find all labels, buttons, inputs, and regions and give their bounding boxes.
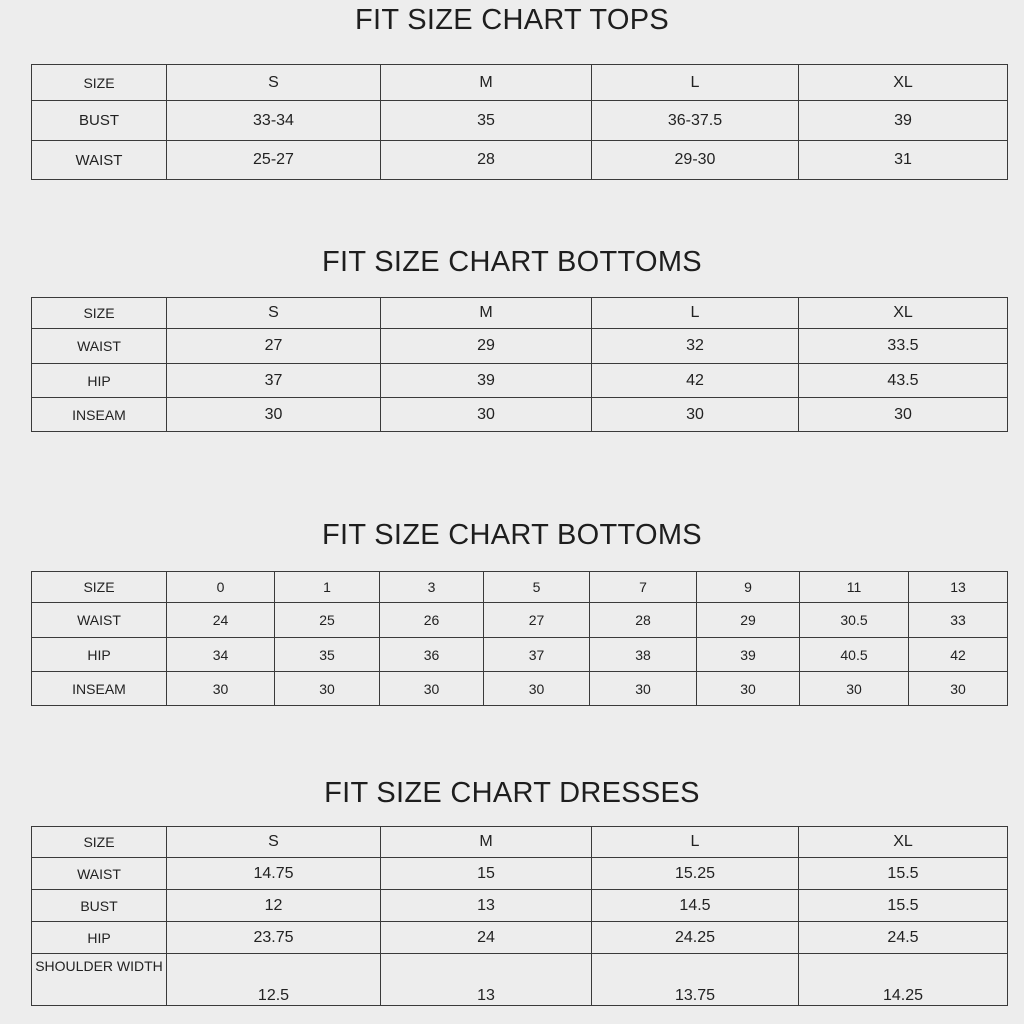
- table-cell: 30: [167, 672, 275, 706]
- table-cell: 12: [167, 890, 381, 922]
- table-cell: 26: [380, 603, 484, 638]
- table-cell: 24.25: [592, 922, 799, 954]
- header-cell: XL: [799, 65, 1008, 101]
- table-cell: 28: [381, 141, 592, 180]
- row-label: HIP: [32, 638, 167, 672]
- table-cell: 28: [590, 603, 697, 638]
- table-cell: 30: [909, 672, 1008, 706]
- table-cell: 23.75: [167, 922, 381, 954]
- header-cell: SIZE: [32, 298, 167, 329]
- table-cell: 25: [275, 603, 380, 638]
- table-row: [32, 364, 1008, 398]
- table-cell: 34: [167, 638, 275, 672]
- table-cell: 14.25: [799, 954, 1008, 1006]
- header-cell: L: [592, 65, 799, 101]
- row-label: WAIST: [32, 329, 167, 364]
- table-cell: 30: [167, 398, 381, 432]
- row-label: WAIST: [32, 141, 167, 180]
- table-row: [32, 858, 1008, 890]
- table-row: [32, 922, 1008, 954]
- table-cell: 30: [800, 672, 909, 706]
- table-cell: 36-37.5: [592, 101, 799, 141]
- header-cell: M: [381, 65, 592, 101]
- table-cell: 13: [381, 954, 592, 1006]
- table-cell: 39: [799, 101, 1008, 141]
- table-cell: 33-34: [167, 101, 381, 141]
- row-label: BUST: [32, 890, 167, 922]
- table-header-row: [32, 572, 1008, 603]
- header-cell: 9: [697, 572, 800, 603]
- header-cell: 5: [484, 572, 590, 603]
- header-cell: S: [167, 298, 381, 329]
- header-cell: S: [167, 827, 381, 858]
- table-row: [32, 101, 1008, 141]
- header-cell: XL: [799, 827, 1008, 858]
- table-cell: 15: [381, 858, 592, 890]
- table-cell: 24: [167, 603, 275, 638]
- table-cell: 27: [484, 603, 590, 638]
- header-cell: SIZE: [32, 65, 167, 101]
- table-cell: 30: [590, 672, 697, 706]
- row-label: HIP: [32, 922, 167, 954]
- table-cell: 15.5: [799, 858, 1008, 890]
- table-cell: 14.5: [592, 890, 799, 922]
- header-cell: L: [592, 298, 799, 329]
- table-cell: 31: [799, 141, 1008, 180]
- table-cell: 30: [697, 672, 800, 706]
- table-header-row: [32, 827, 1008, 858]
- table-cell: 37: [484, 638, 590, 672]
- table-cell: 27: [167, 329, 381, 364]
- table-cell: 30: [381, 398, 592, 432]
- table-cell: 35: [381, 101, 592, 141]
- table-cell: 35: [275, 638, 380, 672]
- header-cell: M: [381, 827, 592, 858]
- table-cell: 40.5: [800, 638, 909, 672]
- header-cell: 3: [380, 572, 484, 603]
- table-cell: 37: [167, 364, 381, 398]
- table-cell: 24.5: [799, 922, 1008, 954]
- table-cell: 14.75: [167, 858, 381, 890]
- row-label: SHOULDER WIDTH: [32, 954, 167, 1006]
- table-row: [32, 672, 1008, 706]
- table-row: [32, 890, 1008, 922]
- table-cell: 43.5: [799, 364, 1008, 398]
- header-cell: 1: [275, 572, 380, 603]
- table-cell: 36: [380, 638, 484, 672]
- header-cell: XL: [799, 298, 1008, 329]
- header-cell: S: [167, 65, 381, 101]
- table-cell: 15.5: [799, 890, 1008, 922]
- table-cell: 12.5: [167, 954, 381, 1006]
- header-cell: SIZE: [32, 572, 167, 603]
- table-cell: 25-27: [167, 141, 381, 180]
- table-header-row: [32, 298, 1008, 329]
- header-cell: L: [592, 827, 799, 858]
- table-cell: 42: [909, 638, 1008, 672]
- row-label: INSEAM: [32, 398, 167, 432]
- bottoms-numeric-title: FIT SIZE CHART BOTTOMS: [322, 519, 702, 551]
- table-cell: 30: [592, 398, 799, 432]
- row-label: INSEAM: [32, 672, 167, 706]
- row-label: WAIST: [32, 603, 167, 638]
- table-cell: 13.75: [592, 954, 799, 1006]
- table-row: [32, 603, 1008, 638]
- table-cell: 29-30: [592, 141, 799, 180]
- table-cell: 30: [799, 398, 1008, 432]
- table-cell: 33: [909, 603, 1008, 638]
- row-label: BUST: [32, 101, 167, 141]
- table-row: [32, 954, 1008, 1006]
- tops-size-table: [31, 64, 1008, 180]
- header-cell: 11: [800, 572, 909, 603]
- table-cell: 24: [381, 922, 592, 954]
- table-cell: 33.5: [799, 329, 1008, 364]
- table-cell: 39: [697, 638, 800, 672]
- header-cell: 0: [167, 572, 275, 603]
- dresses-title: FIT SIZE CHART DRESSES: [324, 777, 700, 809]
- table-cell: 30.5: [800, 603, 909, 638]
- header-cell: SIZE: [32, 827, 167, 858]
- table-cell: 29: [697, 603, 800, 638]
- header-cell: 7: [590, 572, 697, 603]
- table-row: [32, 638, 1008, 672]
- row-label: HIP: [32, 364, 167, 398]
- bottoms-size-table: [31, 297, 1008, 432]
- bottoms-numeric-size-table: [31, 571, 1008, 706]
- table-header-row: [32, 65, 1008, 101]
- table-cell: 39: [381, 364, 592, 398]
- table-row: [32, 141, 1008, 180]
- table-row: [32, 329, 1008, 364]
- table-cell: 30: [275, 672, 380, 706]
- table-cell: 30: [484, 672, 590, 706]
- header-cell: M: [381, 298, 592, 329]
- tops-title: FIT SIZE CHART TOPS: [354, 4, 670, 36]
- row-label: WAIST: [32, 858, 167, 890]
- table-cell: 15.25: [592, 858, 799, 890]
- bottoms-title: FIT SIZE CHART BOTTOMS: [322, 246, 702, 278]
- table-cell: 42: [592, 364, 799, 398]
- table-cell: 29: [381, 329, 592, 364]
- table-cell: 13: [381, 890, 592, 922]
- dresses-size-table: [31, 826, 1008, 1006]
- table-cell: 30: [380, 672, 484, 706]
- header-cell: 13: [909, 572, 1008, 603]
- table-row: [32, 398, 1008, 432]
- table-cell: 32: [592, 329, 799, 364]
- table-cell: 38: [590, 638, 697, 672]
